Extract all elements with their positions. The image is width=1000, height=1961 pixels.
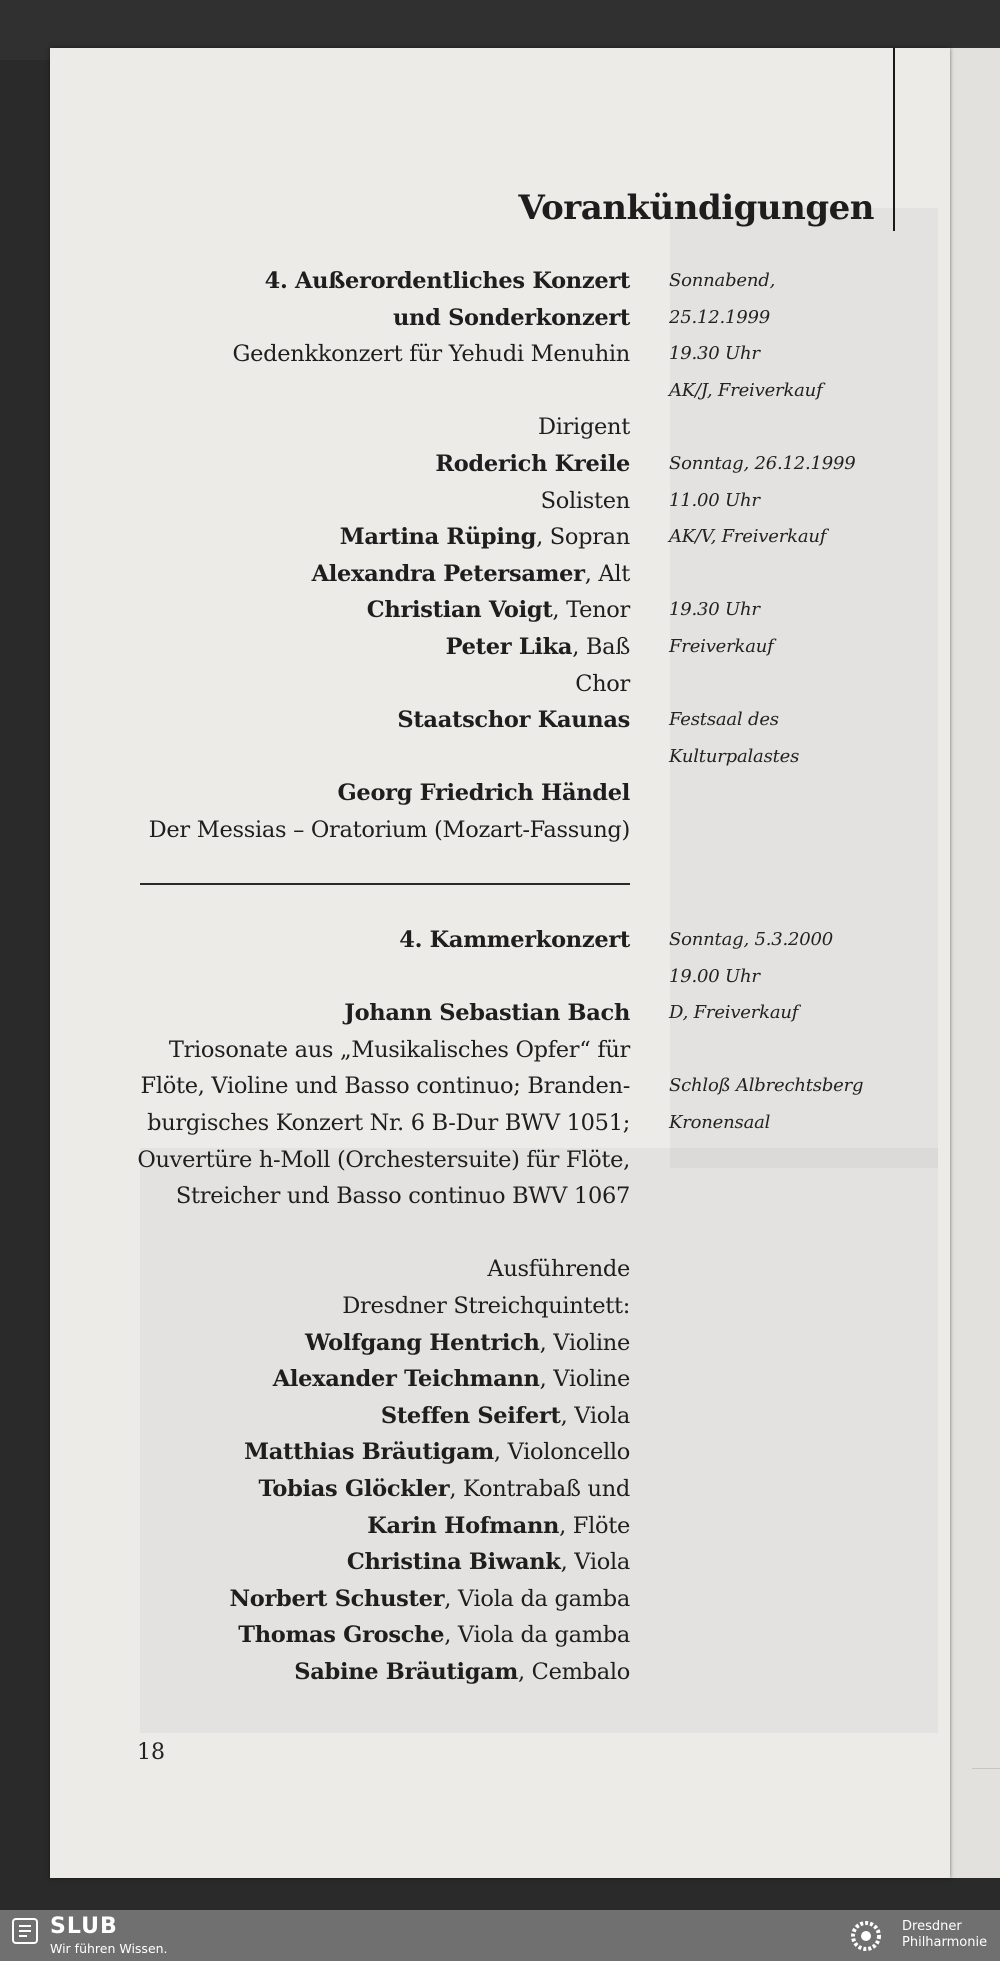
footer-bar — [0, 1910, 1000, 1961]
performer-role: , Kontrabaß und — [449, 1475, 630, 1502]
performer-role: , Viola da gamba — [444, 1585, 630, 1612]
program-line — [137, 1471, 630, 1508]
program-line — [137, 1434, 630, 1471]
program-line: Staatschor Kaunas — [397, 707, 630, 734]
schedule-line: Festsaal des — [669, 709, 779, 731]
performer-role: , Violine — [539, 1329, 630, 1356]
performer-name: Thomas Grosche — [238, 1622, 445, 1649]
program-line — [137, 1361, 630, 1398]
schedule-line: Sonnabend, — [669, 270, 776, 291]
schedule-line — [669, 1032, 863, 1069]
dp-brand-line1: Dresdner — [902, 1919, 962, 1934]
program-line — [137, 1581, 630, 1618]
performer-name: Christian Voigt — [366, 597, 553, 624]
schedule-line: Schloß Albrechtsberg — [669, 1075, 864, 1097]
program-line — [149, 739, 630, 776]
program-line: Ausführende — [487, 1256, 630, 1283]
program-line — [149, 373, 630, 410]
performer-name: Christina Biwank — [346, 1549, 561, 1576]
top-right-margin-rule — [893, 48, 895, 231]
program-line: Der Messias – Oratorium (Mozart-Fassung) — [148, 816, 630, 843]
concert2-schedule — [669, 922, 863, 1142]
performer-name: Steffen Seifert — [380, 1402, 561, 1429]
performer-name: Tobias Glöckler — [258, 1475, 450, 1502]
program-line — [137, 1215, 630, 1252]
performer-role: , Viola — [560, 1402, 630, 1429]
program-line: Georg Friedrich Händel — [337, 780, 630, 807]
concert2-program — [137, 922, 630, 1690]
slub-brand: SLUB — [50, 1914, 118, 1939]
program-line: Streicher und Basso continuo BWV 1067 — [175, 1183, 630, 1210]
program-line: Chor — [575, 670, 630, 697]
schedule-line: 19.00 Uhr — [669, 965, 760, 987]
schedule-line: Sonntag, 26.12.1999 — [669, 452, 856, 474]
program-line: Triosonate aus „Musikalisches Opfer“ für — [168, 1036, 630, 1063]
program-line: Ouvertüre h-Moll (Orchestersuite) für Flöte, — [137, 1146, 630, 1173]
slub-logo-icon — [12, 1918, 38, 1944]
performer-role: , Baß — [572, 633, 630, 660]
performer-name: Karin Hofmann — [367, 1512, 560, 1539]
performer-name: Sabine Bräutigam — [294, 1658, 518, 1685]
page-number: 18 — [137, 1740, 165, 1765]
program-line: Flöte, Violine und Basso continuo; Branden- — [140, 1073, 630, 1100]
concert1-schedule — [669, 263, 856, 775]
program-line — [137, 1325, 630, 1362]
schedule-line — [669, 666, 856, 703]
performer-name: Norbert Schuster — [229, 1585, 445, 1612]
program-line: Roderich Kreile — [435, 450, 630, 477]
schedule-line: 25.12.1999 — [669, 306, 771, 328]
schedule-line: 11.00 Uhr — [669, 489, 760, 511]
dresdner-philharmonie-logo-icon — [842, 1914, 890, 1958]
program-line — [137, 1544, 630, 1581]
next-page-edge — [948, 48, 1000, 1878]
program-line — [149, 519, 630, 556]
section-divider — [140, 883, 630, 885]
performer-name: Matthias Bräutigam — [244, 1439, 494, 1466]
schedule-line: Kulturpalastes — [669, 745, 800, 767]
concert1-program — [149, 263, 630, 849]
schedule-line: Sonntag, 5.3.2000 — [669, 929, 834, 950]
performer-name: Alexandra Petersamer — [311, 560, 585, 587]
schedule-line: 19.30 Uhr — [669, 599, 760, 621]
program-line — [137, 1508, 630, 1545]
performer-role: , Tenor — [552, 597, 630, 624]
schedule-line — [669, 409, 856, 446]
performer-name: Peter Lika — [445, 633, 573, 660]
program-line — [149, 592, 630, 629]
performer-role: , Violoncello — [493, 1439, 630, 1466]
performer-role: , Viola — [560, 1549, 630, 1576]
program-line: 4. Außerordentliches Konzert — [264, 268, 630, 294]
performer-role: , Alt — [584, 560, 630, 587]
program-line: Gedenkkonzert für Yehudi Menuhin — [232, 341, 630, 368]
program-line — [149, 556, 630, 593]
performer-name: Martina Rüping — [339, 524, 537, 551]
performer-name: Wolfgang Hentrich — [305, 1329, 540, 1356]
program-line: Dirigent — [537, 414, 630, 441]
program-line: und Sonderkonzert — [393, 304, 630, 331]
schedule-line: Kronensaal — [669, 1111, 771, 1133]
performer-role: , Violine — [539, 1366, 630, 1393]
program-line — [137, 1398, 630, 1435]
dp-brand-line2: Philharmonie — [902, 1935, 988, 1950]
program-line: burgisches Konzert Nr. 6 B-Dur BWV 1051; — [147, 1109, 630, 1136]
dresdner-philharmonie-brand — [902, 1919, 987, 1951]
schedule-line: AK/J, Freiverkauf — [669, 379, 823, 401]
program-line: Solisten — [540, 487, 630, 514]
schedule-line: 19.30 Uhr — [669, 343, 760, 365]
program-line — [149, 629, 630, 666]
program-line — [137, 1654, 630, 1691]
page-heading: Vorankündigungen — [518, 188, 874, 228]
program-line: Johann Sebastian Bach — [344, 1000, 630, 1027]
schedule-line: AK/V, Freiverkauf — [669, 526, 827, 548]
schedule-line — [669, 556, 856, 593]
slub-tagline: Wir führen Wissen. — [50, 1941, 168, 1956]
performer-role: , Flöte — [559, 1512, 630, 1539]
program-line — [137, 1617, 630, 1654]
performer-name: Alexander Teichmann — [272, 1366, 540, 1393]
program-line: Dresdner Streichquintett: — [342, 1292, 630, 1319]
schedule-line: Freiverkauf — [669, 635, 774, 657]
performer-role: , Sopran — [536, 524, 630, 551]
program-line: 4. Kammerkonzert — [399, 927, 630, 953]
performer-role: , Cembalo — [517, 1658, 630, 1685]
program-line — [137, 959, 630, 996]
performer-role: , Viola da gamba — [444, 1622, 630, 1649]
schedule-line: D, Freiverkauf — [669, 1002, 799, 1024]
